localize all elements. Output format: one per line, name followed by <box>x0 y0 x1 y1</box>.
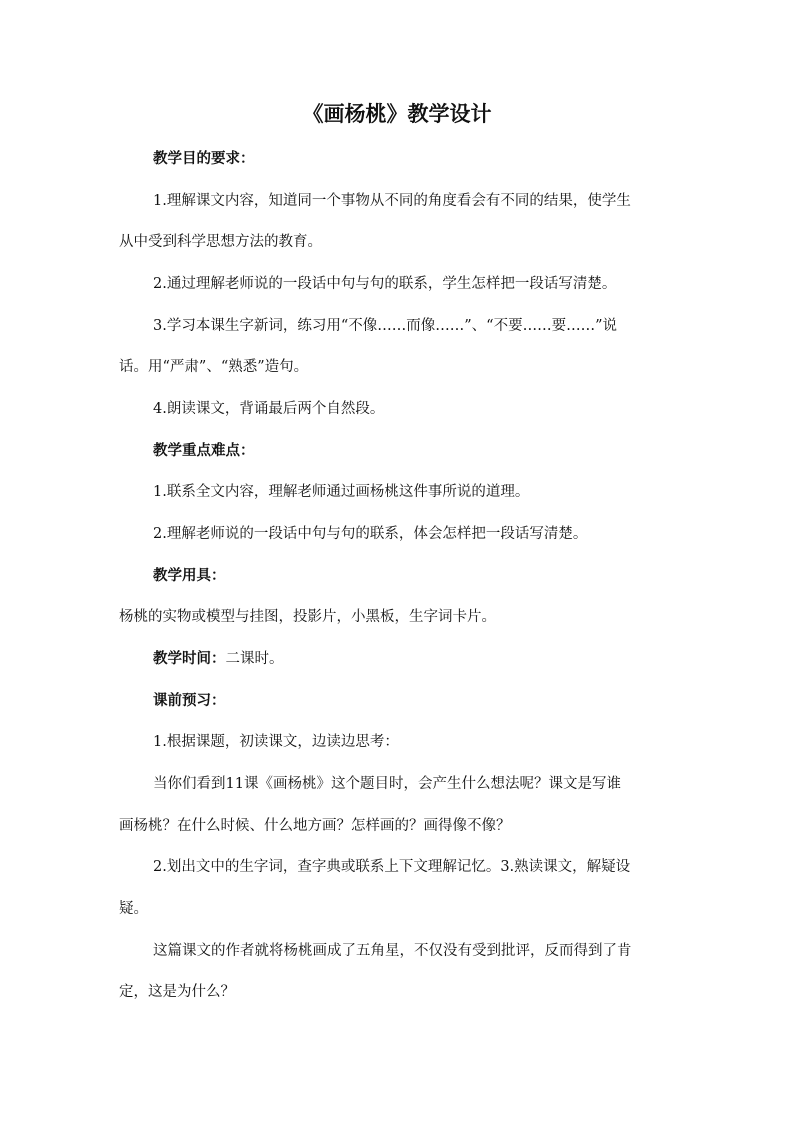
teaching-time <box>153 648 284 670</box>
objectives-heading: 教学目的要求： <box>153 151 255 167</box>
objective-3-line-2: 话。用“严肃”、“熟悉”造句。 <box>119 359 309 375</box>
preview-2-line-1: 2.划出文中的生字词，查字典或联系上下文理解记忆。3.熟读课文，解疑设 <box>153 859 631 875</box>
objective-3-line-1: 3.学习本课生字新词，练习用“不像……而像……”、“不要……要……”说 <box>153 318 617 334</box>
closing-line-2: 定，这是为什么？ <box>119 984 235 1000</box>
time-text: 二课时。 <box>225 651 284 667</box>
key-point-1: 1.联系全文内容，理解老师通过画杨桃这件事所说的道理。 <box>153 484 530 500</box>
time-heading: 教学时间： <box>153 651 226 667</box>
objective-1-line-2: 从中受到科学思想方法的教育。 <box>119 234 322 250</box>
tools-heading: 教学用具： <box>153 568 226 584</box>
preview-question-line-1: 当你们看到11课《画杨桃》这个题目时，会产生什么想法呢？课文是写谁 <box>153 776 621 792</box>
preview-1: 1.根据课题，初读课文，边读边思考： <box>153 734 399 750</box>
key-point-2: 2.理解老师说的一段话中句与句的联系，体会怎样把一段话写清楚。 <box>153 526 588 542</box>
objective-4: 4.朗读课文，背诵最后两个自然段。 <box>153 401 385 417</box>
objective-2: 2.通过理解老师说的一段话中句与句的联系，学生怎样把一段话写清楚。 <box>153 276 617 292</box>
closing-line-1: 这篇课文的作者就将杨桃画成了五角星，不仅没有受到批评，反而得到了肯 <box>153 943 632 959</box>
preview-question-line-2: 画杨桃？在什么时候、什么地方画？怎样画的？画得像不像？ <box>119 818 511 834</box>
preview-2-line-2: 疑。 <box>119 901 148 917</box>
tools-text: 杨桃的实物或模型与挂图，投影片，小黑板，生字词卡片。 <box>119 609 496 625</box>
document-title: 《画杨桃》教学设计 <box>302 102 492 126</box>
preview-heading: 课前预习： <box>153 693 226 709</box>
objective-1-line-1: 1.理解课文内容，知道同一个事物从不同的角度看会有不同的结果，使学生 <box>153 193 631 209</box>
key-points-heading: 教学重点难点： <box>153 443 255 459</box>
